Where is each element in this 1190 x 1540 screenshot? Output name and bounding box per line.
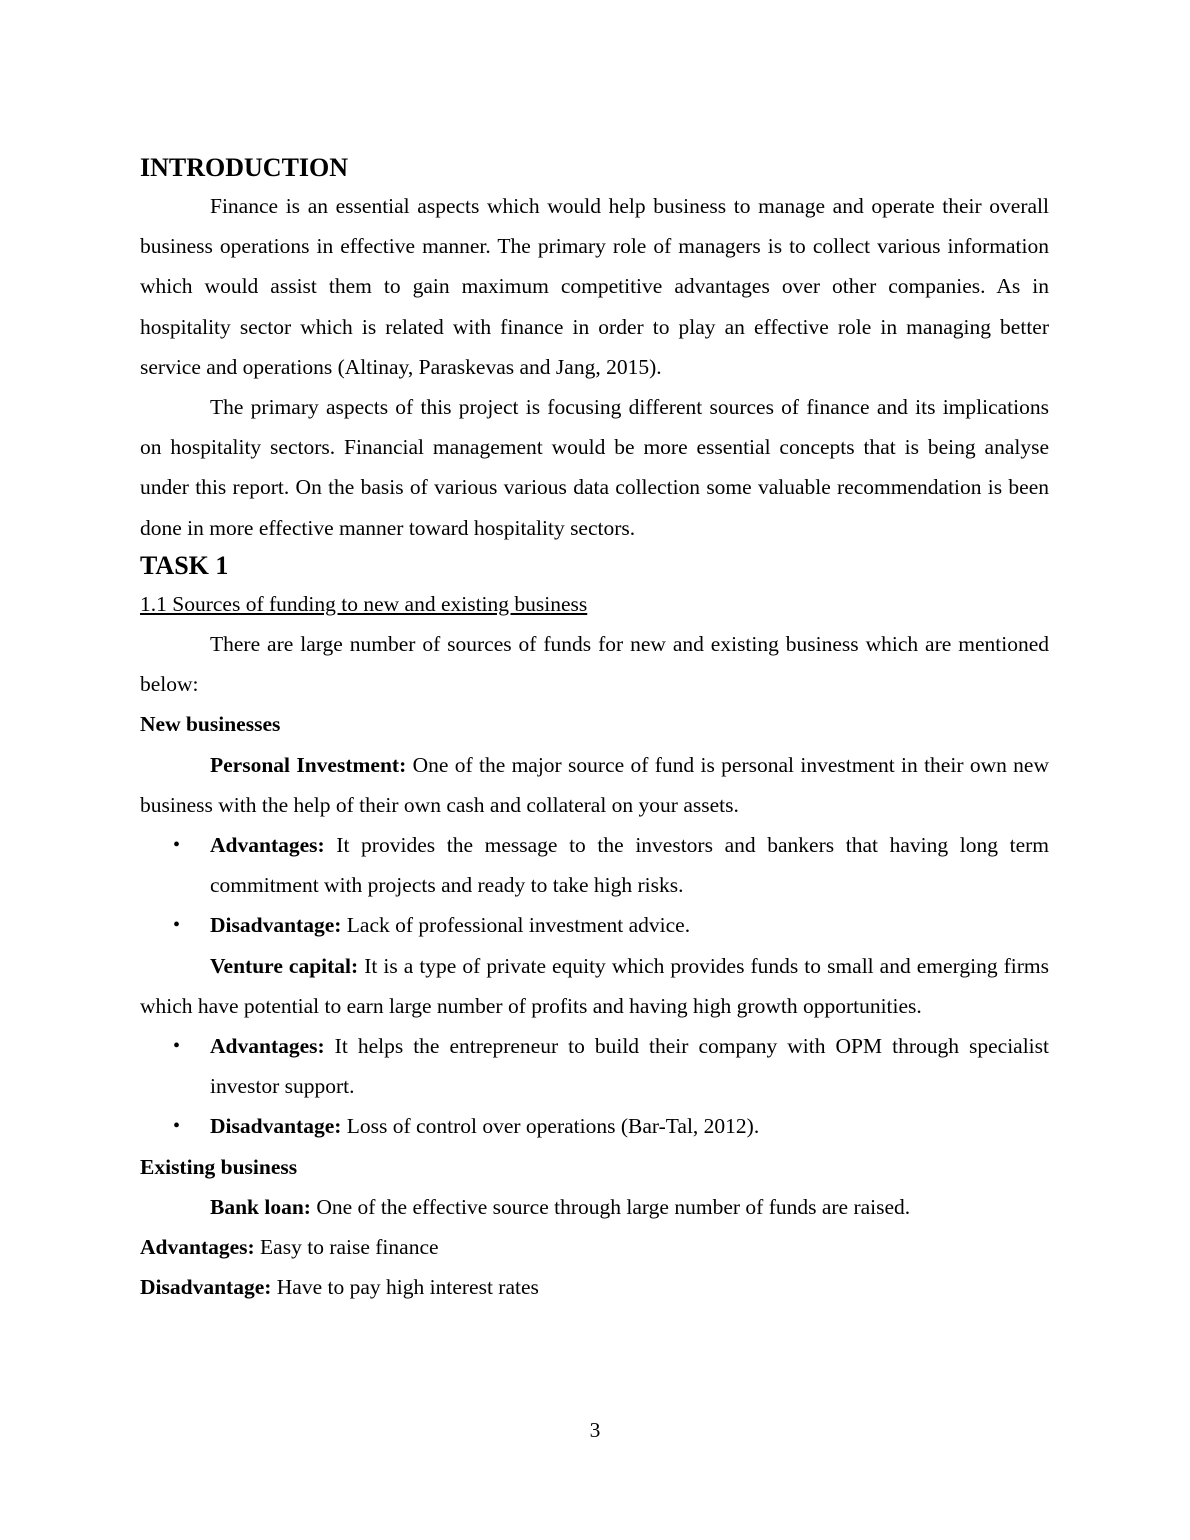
page-number: 3 (589, 1418, 601, 1442)
advantages-label: Advantages: (210, 833, 325, 858)
disadvantage-text: Loss of control over operations (Bar-Tal, 2012). (341, 1114, 760, 1139)
disadvantage-text: Have to pay high interest rates (271, 1275, 539, 1300)
task-1-heading: TASK 1 (140, 550, 229, 580)
bank-loan-paragraph (140, 1187, 1049, 1227)
advantages-label: Advantages: (210, 1034, 325, 1059)
introduction-paragraph-1: Finance is an essential aspects which would help business to manage and operate their overall business operations in effective manner. The primary role of managers is to collect various information which would assist them to gain maximum competitive advantages over other companies. As in hospitality sector which is related with finance in order to play an effective role in managing better service and operations (Altinay, Paraskevas and Jang, 2015). (140, 194, 1049, 379)
bullet-icon: • (173, 1115, 181, 1138)
list-item (173, 1106, 1049, 1146)
new-businesses-heading: New businesses (140, 712, 281, 737)
bank-loan-text: One of the effective source through large number of funds are raised. (310, 1194, 911, 1219)
personal-investment-label: Personal Investment: (210, 752, 407, 777)
bank-loan-advantages (140, 1227, 1049, 1267)
bank-loan-label: Bank loan: (210, 1194, 311, 1219)
personal-investment-bullet-list (140, 825, 1049, 946)
personal-investment-paragraph (140, 745, 1049, 825)
disadvantage-text: Lack of professional investment advice. (341, 913, 691, 938)
disadvantage-label: Disadvantage: (140, 1275, 272, 1300)
disadvantage-label: Disadvantage: (210, 913, 342, 938)
venture-capital-bullet-list (140, 1026, 1049, 1147)
venture-capital-label: Venture capital: (210, 953, 359, 978)
introduction-paragraph-2: The primary aspects of this project is focusing different sources of finance and its implications on hospitality sectors. Financial management would be more essential concepts that is being analyse under this report. On the basis of various various data collection some valuable recommendation is been done in more effective manner toward hospitality sectors. (140, 395, 1049, 540)
bullet-icon: • (173, 914, 181, 937)
list-item (173, 825, 1049, 905)
advantages-text: It provides the message to the investors and bankers that having long term commitment with projects and ready to take high risks. (210, 833, 1049, 898)
bullet-icon: • (173, 1035, 181, 1058)
existing-business-heading: Existing business (140, 1154, 298, 1179)
section-1-1-subheading: 1.1 Sources of funding to new and existing business (140, 591, 588, 616)
advantages-text: Easy to raise finance (254, 1235, 439, 1260)
sources-intro-paragraph: There are large number of sources of funds for new and existing business which are mentioned below: (140, 632, 1049, 697)
list-item (173, 1026, 1049, 1106)
bullet-icon: • (173, 834, 181, 857)
disadvantage-label: Disadvantage: (210, 1114, 342, 1139)
advantages-text: It helps the entrepreneur to build their company with OPM through specialist investor support. (210, 1034, 1049, 1099)
venture-capital-text: It is a type of private equity which provides funds to small and emerging firms which have potential to earn large number of profits and having high growth opportunities. (140, 953, 1049, 1018)
personal-investment-text: One of the major source of fund is personal investment in their own new business with the help of their own cash and collateral on your assets. (140, 752, 1049, 817)
advantages-label: Advantages: (140, 1235, 255, 1260)
bank-loan-disadvantage (140, 1267, 1049, 1307)
document-page (140, 150, 1049, 1307)
list-item (173, 905, 1049, 945)
venture-capital-paragraph (140, 946, 1049, 1026)
introduction-heading: INTRODUCTION (140, 153, 349, 182)
